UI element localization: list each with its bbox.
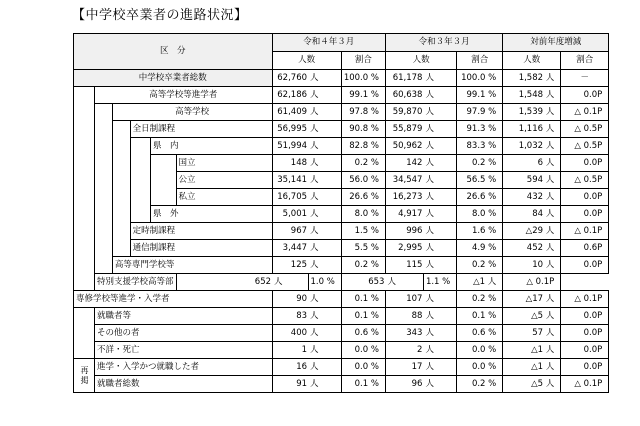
r4-unit: 人 xyxy=(308,342,341,359)
r4-ratio: 0.6 % xyxy=(341,325,385,342)
diff-count: 1,116 人 xyxy=(503,121,561,138)
diff-count: 6 人 xyxy=(503,155,561,172)
header-diff-count: 人数 xyxy=(503,52,561,70)
r3-count: 343 xyxy=(385,325,423,342)
r4-count: 1 xyxy=(272,342,308,359)
r3-count: 16,273 xyxy=(385,189,423,206)
r4-count: 3,447 xyxy=(272,240,308,257)
career-status-table xyxy=(73,33,609,393)
indent-cell xyxy=(95,104,113,274)
table-row xyxy=(74,359,609,376)
r4-unit: 人 xyxy=(308,155,341,172)
diff-count: △17 人 xyxy=(503,291,561,308)
r3-ratio: 0.2 % xyxy=(457,257,503,274)
r4-count: 83 xyxy=(272,308,308,325)
r3-ratio: 0.2 % xyxy=(457,376,503,393)
r3-count: 142 xyxy=(385,155,423,172)
table-row xyxy=(74,274,609,291)
r4-unit: 人 xyxy=(308,70,341,87)
diff-count: △1 人 xyxy=(457,274,503,291)
row-label: 全日制課程 xyxy=(130,121,272,138)
r3-count: 59,870 xyxy=(385,104,423,121)
r4-ratio: 8.0 % xyxy=(341,206,385,223)
diff-ratio: 0.0P xyxy=(561,206,609,223)
r3-ratio: 4.9 % xyxy=(457,240,503,257)
diff-ratio: △ 0.1P xyxy=(561,223,609,240)
r4-unit: 人 xyxy=(308,257,341,274)
row-label: 県 内 xyxy=(151,138,272,155)
diff-count: 1,548 人 xyxy=(503,87,561,104)
r4-ratio: 100.0 % xyxy=(341,70,385,87)
r3-count: 107 xyxy=(385,291,423,308)
r3-unit: 人 xyxy=(423,155,456,172)
diff-count: 10 人 xyxy=(503,257,561,274)
r4-unit: 人 xyxy=(308,291,341,308)
row-label: 進学・入学かつ就職した者 xyxy=(95,359,273,376)
header-r3-count: 人数 xyxy=(385,52,456,70)
r3-unit: 人 xyxy=(385,274,423,291)
table-row xyxy=(74,70,609,87)
diff-ratio: 0.0P xyxy=(561,257,609,274)
r4-count: 90 xyxy=(272,291,308,308)
r3-count: 2,995 xyxy=(385,240,423,257)
r3-ratio: 0.0 % xyxy=(457,342,503,359)
r3-count: 2 xyxy=(385,342,423,359)
row-label: 高等学校等進学者 xyxy=(95,87,273,104)
row-label: その他の者 xyxy=(95,325,273,342)
r3-unit: 人 xyxy=(423,70,456,87)
diff-ratio: △ 0.1P xyxy=(561,104,609,121)
indent-cell xyxy=(74,87,95,291)
r4-ratio: 0.1 % xyxy=(341,308,385,325)
r3-unit: 人 xyxy=(423,257,456,274)
r3-count: 96 xyxy=(385,376,423,393)
r4-unit: 人 xyxy=(308,206,341,223)
diff-count: △1 人 xyxy=(503,359,561,376)
table-row xyxy=(74,206,609,223)
r3-ratio: 100.0 % xyxy=(457,70,503,87)
r4-ratio: 97.8 % xyxy=(341,104,385,121)
row-label: 高等学校 xyxy=(112,104,272,121)
r4-unit: 人 xyxy=(308,138,341,155)
r4-ratio: 99.1 % xyxy=(341,87,385,104)
header-diff: 対前年度増減 xyxy=(503,34,609,52)
diff-count: 84 人 xyxy=(503,206,561,223)
page-title: 【中学校卒業者の進路状況】 xyxy=(72,8,248,23)
r3-ratio: 0.1 % xyxy=(457,308,503,325)
r4-count: 56,995 xyxy=(272,121,308,138)
r4-count: 51,994 xyxy=(272,138,308,155)
r4-unit: 人 xyxy=(308,189,341,206)
header-category: 区 分 xyxy=(74,34,273,70)
diff-count: △5 人 xyxy=(503,308,561,325)
r3-ratio: 1.1 % xyxy=(423,274,456,291)
row-label: 専修学校等進学・入学者 xyxy=(74,291,273,308)
r4-count: 91 xyxy=(272,376,308,393)
r3-count: 61,178 xyxy=(385,70,423,87)
diff-ratio: 0.0P xyxy=(561,342,609,359)
diff-count: 432 人 xyxy=(503,189,561,206)
diff-ratio: △ 0.1P xyxy=(561,291,609,308)
r3-ratio: 0.6 % xyxy=(457,325,503,342)
r3-ratio: 99.1 % xyxy=(457,87,503,104)
table-row xyxy=(74,104,609,121)
diff-ratio: 0.0P xyxy=(561,155,609,172)
diff-count: 1,032 人 xyxy=(503,138,561,155)
r4-ratio: 0.0 % xyxy=(341,359,385,376)
r4-unit: 人 xyxy=(272,274,308,291)
r3-count: 55,879 xyxy=(385,121,423,138)
diff-ratio: 0.0P xyxy=(561,87,609,104)
diff-count: 1,582 人 xyxy=(503,70,561,87)
r4-ratio: 0.2 % xyxy=(341,155,385,172)
r3-unit: 人 xyxy=(423,206,456,223)
r4-ratio: 0.1 % xyxy=(341,376,385,393)
r3-ratio: 91.3 % xyxy=(457,121,503,138)
table-row xyxy=(74,291,609,308)
indent-cell xyxy=(112,121,130,257)
r4-count: 967 xyxy=(272,223,308,240)
r4-count: 5,001 xyxy=(272,206,308,223)
r4-ratio: 1.5 % xyxy=(341,223,385,240)
header-r3: 令和３年３月 xyxy=(385,34,502,52)
row-label: 県 外 xyxy=(151,206,272,223)
row-label: 就職者総数 xyxy=(95,376,273,393)
row-label: 定時制課程 xyxy=(130,223,272,240)
r4-ratio: 0.0 % xyxy=(341,342,385,359)
r4-unit: 人 xyxy=(308,121,341,138)
r4-ratio: 1.0 % xyxy=(308,274,341,291)
r4-ratio: 5.5 % xyxy=(341,240,385,257)
diff-count: 452 人 xyxy=(503,240,561,257)
r3-ratio: 0.2 % xyxy=(457,291,503,308)
diff-count: △29 人 xyxy=(503,223,561,240)
row-label: 私立 xyxy=(176,189,272,206)
row-label: 国立 xyxy=(176,155,272,172)
r3-unit: 人 xyxy=(423,223,456,240)
r4-unit: 人 xyxy=(308,172,341,189)
diff-count: 594 人 xyxy=(503,172,561,189)
diff-ratio: △ 0.5P xyxy=(561,172,609,189)
r3-ratio: 8.0 % xyxy=(457,206,503,223)
r3-unit: 人 xyxy=(423,240,456,257)
table-row xyxy=(74,257,609,274)
r4-unit: 人 xyxy=(308,240,341,257)
diff-ratio: 0.0P xyxy=(561,359,609,376)
row-label: 中学校卒業者総数 xyxy=(74,70,273,87)
rekei-label: 再掲 xyxy=(74,359,95,393)
r3-unit: 人 xyxy=(423,291,456,308)
indent-cell xyxy=(151,155,176,206)
header-r4: 令和４年３月 xyxy=(272,34,385,52)
r3-unit: 人 xyxy=(423,359,456,376)
r3-count: 996 xyxy=(385,223,423,240)
r3-ratio: 26.6 % xyxy=(457,189,503,206)
diff-ratio: 0.0P xyxy=(561,189,609,206)
row-label: 公立 xyxy=(176,172,272,189)
r4-unit: 人 xyxy=(308,325,341,342)
r3-count: 88 xyxy=(385,308,423,325)
diff-count: △1 人 xyxy=(503,342,561,359)
r4-ratio: 90.8 % xyxy=(341,121,385,138)
r4-count: 125 xyxy=(272,257,308,274)
r4-ratio: 82.8 % xyxy=(341,138,385,155)
r4-unit: 人 xyxy=(308,223,341,240)
diff-ratio: △ 0.1P xyxy=(503,274,561,291)
table-row xyxy=(74,121,609,138)
diff-ratio: － xyxy=(561,70,609,87)
r4-ratio: 0.1 % xyxy=(341,291,385,308)
diff-ratio: 0.0P xyxy=(561,308,609,325)
header-r4-count: 人数 xyxy=(272,52,341,70)
r3-ratio: 0.0 % xyxy=(457,359,503,376)
r3-unit: 人 xyxy=(423,104,456,121)
r4-ratio: 0.2 % xyxy=(341,257,385,274)
table-row xyxy=(74,325,609,342)
r3-count: 50,962 xyxy=(385,138,423,155)
r3-unit: 人 xyxy=(423,87,456,104)
r3-ratio: 97.9 % xyxy=(457,104,503,121)
header-r4-ratio: 割合 xyxy=(341,52,385,70)
r4-unit: 人 xyxy=(308,104,341,121)
table-row xyxy=(74,223,609,240)
r4-count: 62,760 xyxy=(272,70,308,87)
table-row xyxy=(74,342,609,359)
diff-count: 1,539 人 xyxy=(503,104,561,121)
diff-count: 57 人 xyxy=(503,325,561,342)
table-row xyxy=(74,87,609,104)
r4-count: 16,705 xyxy=(272,189,308,206)
r3-count: 653 xyxy=(341,274,385,291)
r3-ratio: 56.5 % xyxy=(457,172,503,189)
table-row xyxy=(74,240,609,257)
table-row xyxy=(74,138,609,155)
r3-unit: 人 xyxy=(423,138,456,155)
r3-unit: 人 xyxy=(423,189,456,206)
r3-unit: 人 xyxy=(423,342,456,359)
r4-count: 61,409 xyxy=(272,104,308,121)
diff-ratio: △ 0.5P xyxy=(561,138,609,155)
r4-count: 148 xyxy=(272,155,308,172)
row-label: 就職者等 xyxy=(95,308,273,325)
r3-count: 4,917 xyxy=(385,206,423,223)
r4-unit: 人 xyxy=(308,308,341,325)
indent-cell xyxy=(74,308,95,359)
r3-count: 34,547 xyxy=(385,172,423,189)
indent-cell xyxy=(130,138,150,223)
row-label: 通信制課程 xyxy=(130,240,272,257)
r4-count: 62,186 xyxy=(272,87,308,104)
row-label: 特別支援学校高等部 xyxy=(95,274,177,291)
header-r3-ratio: 割合 xyxy=(457,52,503,70)
diff-count: △5 人 xyxy=(503,376,561,393)
r4-unit: 人 xyxy=(308,359,341,376)
r3-ratio: 1.6 % xyxy=(457,223,503,240)
table-row xyxy=(74,155,609,172)
row-label: 高等専門学校等 xyxy=(112,257,272,274)
table-row xyxy=(74,308,609,325)
header-diff-ratio: 割合 xyxy=(561,52,609,70)
diff-ratio: △ 0.1P xyxy=(561,376,609,393)
r3-unit: 人 xyxy=(423,121,456,138)
r3-unit: 人 xyxy=(423,376,456,393)
diff-ratio: △ 0.5P xyxy=(561,121,609,138)
r3-count: 17 xyxy=(385,359,423,376)
r4-ratio: 26.6 % xyxy=(341,189,385,206)
r3-unit: 人 xyxy=(423,172,456,189)
r4-count: 400 xyxy=(272,325,308,342)
r4-ratio: 56.0 % xyxy=(341,172,385,189)
r3-unit: 人 xyxy=(423,308,456,325)
r3-unit: 人 xyxy=(423,325,456,342)
diff-ratio: 0.6P xyxy=(561,240,609,257)
r4-count: 35,141 xyxy=(272,172,308,189)
r3-count: 115 xyxy=(385,257,423,274)
r4-unit: 人 xyxy=(308,376,341,393)
diff-ratio: 0.0P xyxy=(561,325,609,342)
r3-count: 60,638 xyxy=(385,87,423,104)
table-row xyxy=(74,376,609,393)
r3-ratio: 0.2 % xyxy=(457,155,503,172)
r3-ratio: 83.3 % xyxy=(457,138,503,155)
r4-count: 652 xyxy=(176,274,272,291)
row-label: 不詳・死亡 xyxy=(95,342,273,359)
r4-unit: 人 xyxy=(308,87,341,104)
r4-count: 16 xyxy=(272,359,308,376)
